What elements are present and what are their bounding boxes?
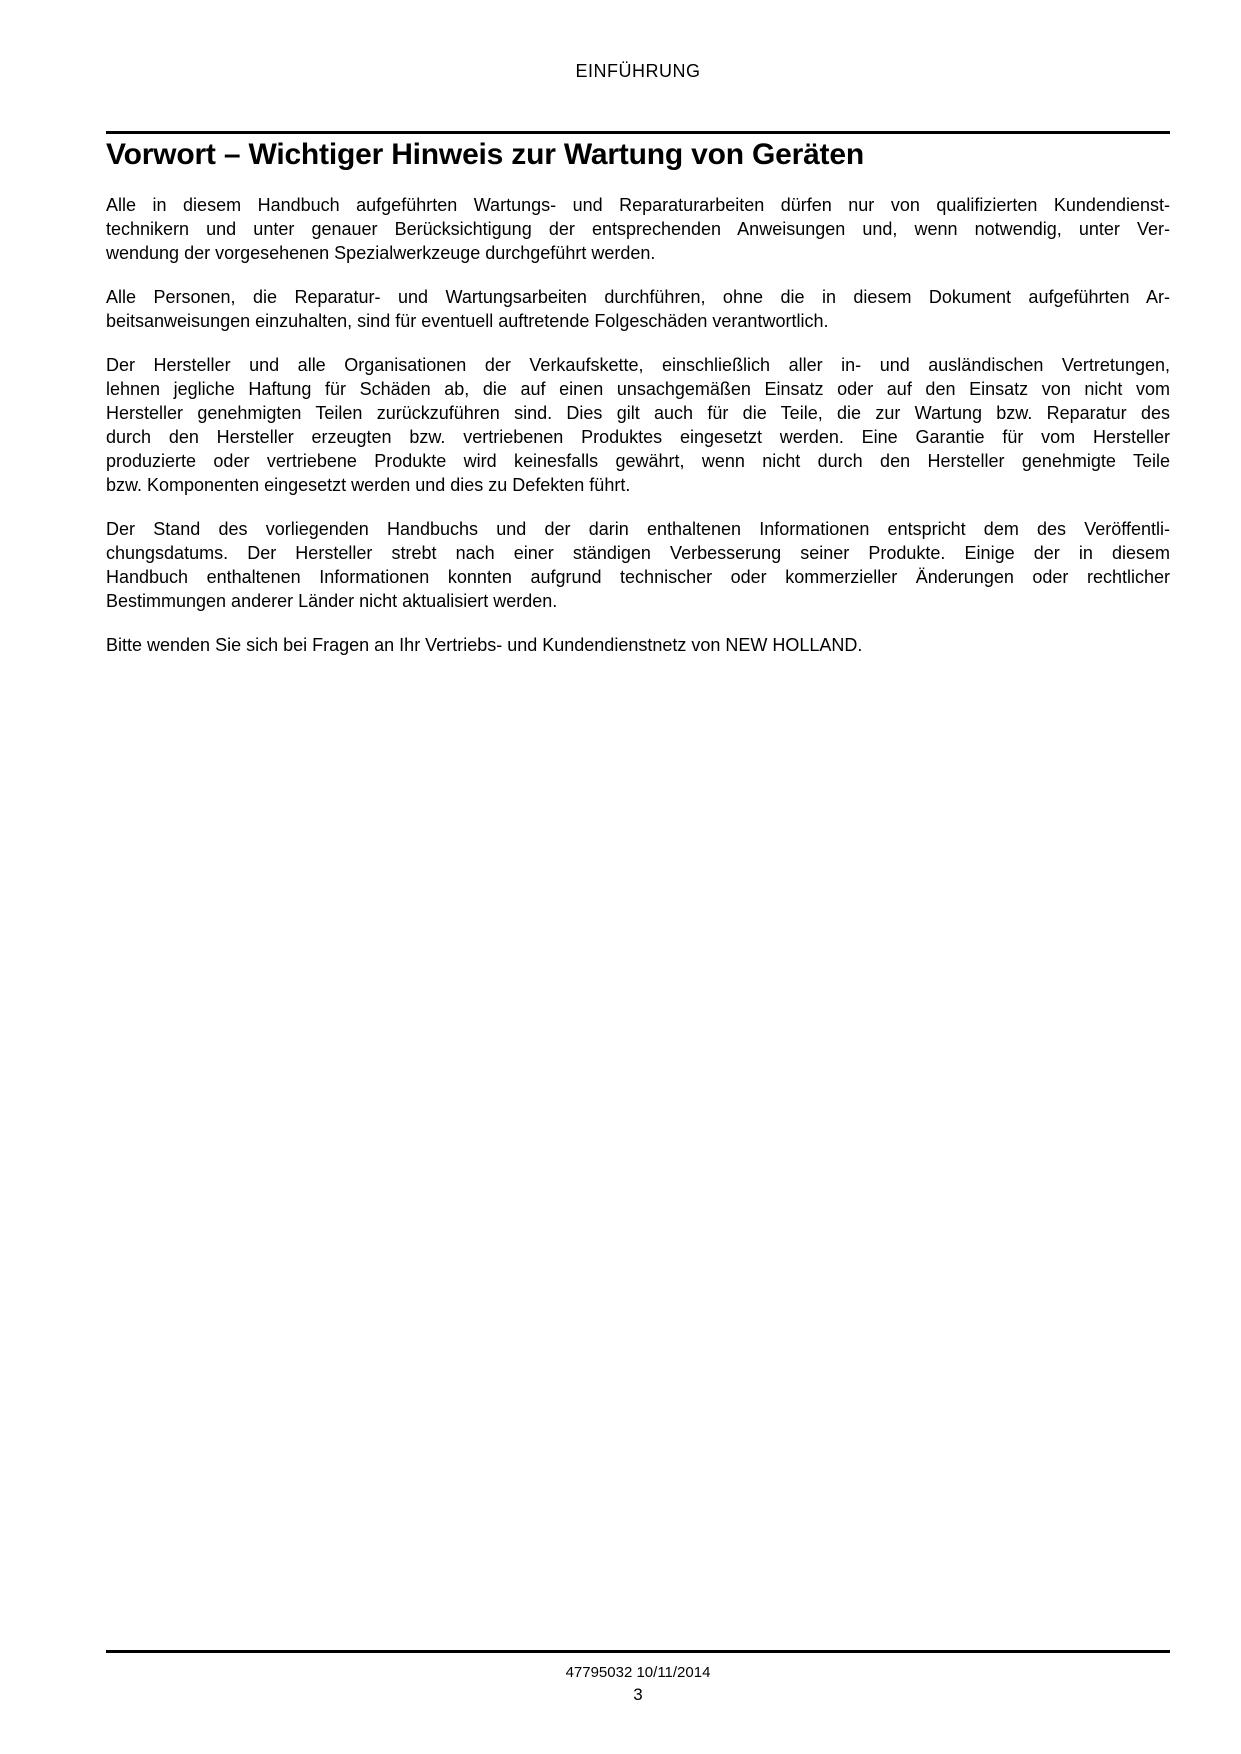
text-line: durch den Hersteller erzeugten bzw. vertriebenen Produktes eingesetzt werden. Eine Garantie für vom Hersteller xyxy=(106,427,1170,447)
paragraph-4 xyxy=(106,517,1170,613)
text-line: Der Hersteller und alle Organisationen der Verkaufskette, einschließlich aller in- und ausländischen Vertretungen, xyxy=(106,355,1170,375)
text-line: Der Stand des vorliegenden Handbuchs und der darin enthaltenen Informationen entspricht dem des Veröffentli- xyxy=(106,519,1170,539)
paragraph-1 xyxy=(106,193,1170,265)
paragraph-5 xyxy=(106,633,1170,657)
text-line: Alle Personen, die Reparatur- und Wartungsarbeiten durchführen, ohne die in diesem Dokument aufgeführten Ar- xyxy=(106,287,1170,307)
page-footer xyxy=(106,1650,1170,1705)
text-line: beitsanweisungen einzuhalten, sind für eventuell auftretende Folgeschäden verantwortlich. xyxy=(106,311,829,331)
text-line: Alle in diesem Handbuch aufgeführten Wartungs- und Reparaturarbeiten dürfen nur von qualifizierten Kundendienst- xyxy=(106,195,1170,215)
text-line: bzw. Komponenten eingesetzt werden und dies zu Defekten führt. xyxy=(106,475,631,495)
footer-rule xyxy=(106,1650,1170,1653)
text-line: chungsdatums. Der Hersteller strebt nach einer ständigen Verbesserung seiner Produkte. Einige der in diesem xyxy=(106,543,1170,563)
text-line: lehnen jegliche Haftung für Schäden ab, die auf einen unsachgemäßen Einsatz oder auf den Einsatz von nicht vom xyxy=(106,379,1170,399)
paragraph-2 xyxy=(106,285,1170,333)
text-line: produzierte oder vertriebene Produkte wird keinesfalls gewährt, wenn nicht durch den Hersteller genehmigte Teile xyxy=(106,451,1170,471)
text-line: Bestimmungen anderer Länder nicht aktualisiert werden. xyxy=(106,591,558,611)
page-number: 3 xyxy=(633,1685,643,1704)
page-title: Vorwort – Wichtiger Hinweis zur Wartung von Geräten xyxy=(106,138,864,171)
text-line: Bitte wenden Sie sich bei Fragen an Ihr Vertriebs- und Kundendienstnetz von NEW HOLLAND. xyxy=(106,635,863,655)
paragraph-3 xyxy=(106,353,1170,497)
text-line: Hersteller genehmigten Teilen zurückzuführen sind. Dies gilt auch für die Teile, die zur Wartung bzw. Reparatur des xyxy=(106,403,1170,423)
body-text xyxy=(106,193,1170,677)
text-line: technikern und unter genauer Berücksichtigung der entsprechenden Anweisungen und, wenn notwendig, unter Ver- xyxy=(106,219,1170,239)
document-reference: 47795032 10/11/2014 xyxy=(565,1664,711,1681)
text-line: Handbuch enthaltenen Informationen konnten aufgrund technischer oder kommerzieller Änderungen oder rechtlicher xyxy=(106,567,1170,587)
header-rule xyxy=(106,131,1170,134)
text-line: wendung der vorgesehenen Spezialwerkzeuge durchgeführt werden. xyxy=(106,243,656,263)
running-header: EINFÜHRUNG xyxy=(575,61,701,81)
